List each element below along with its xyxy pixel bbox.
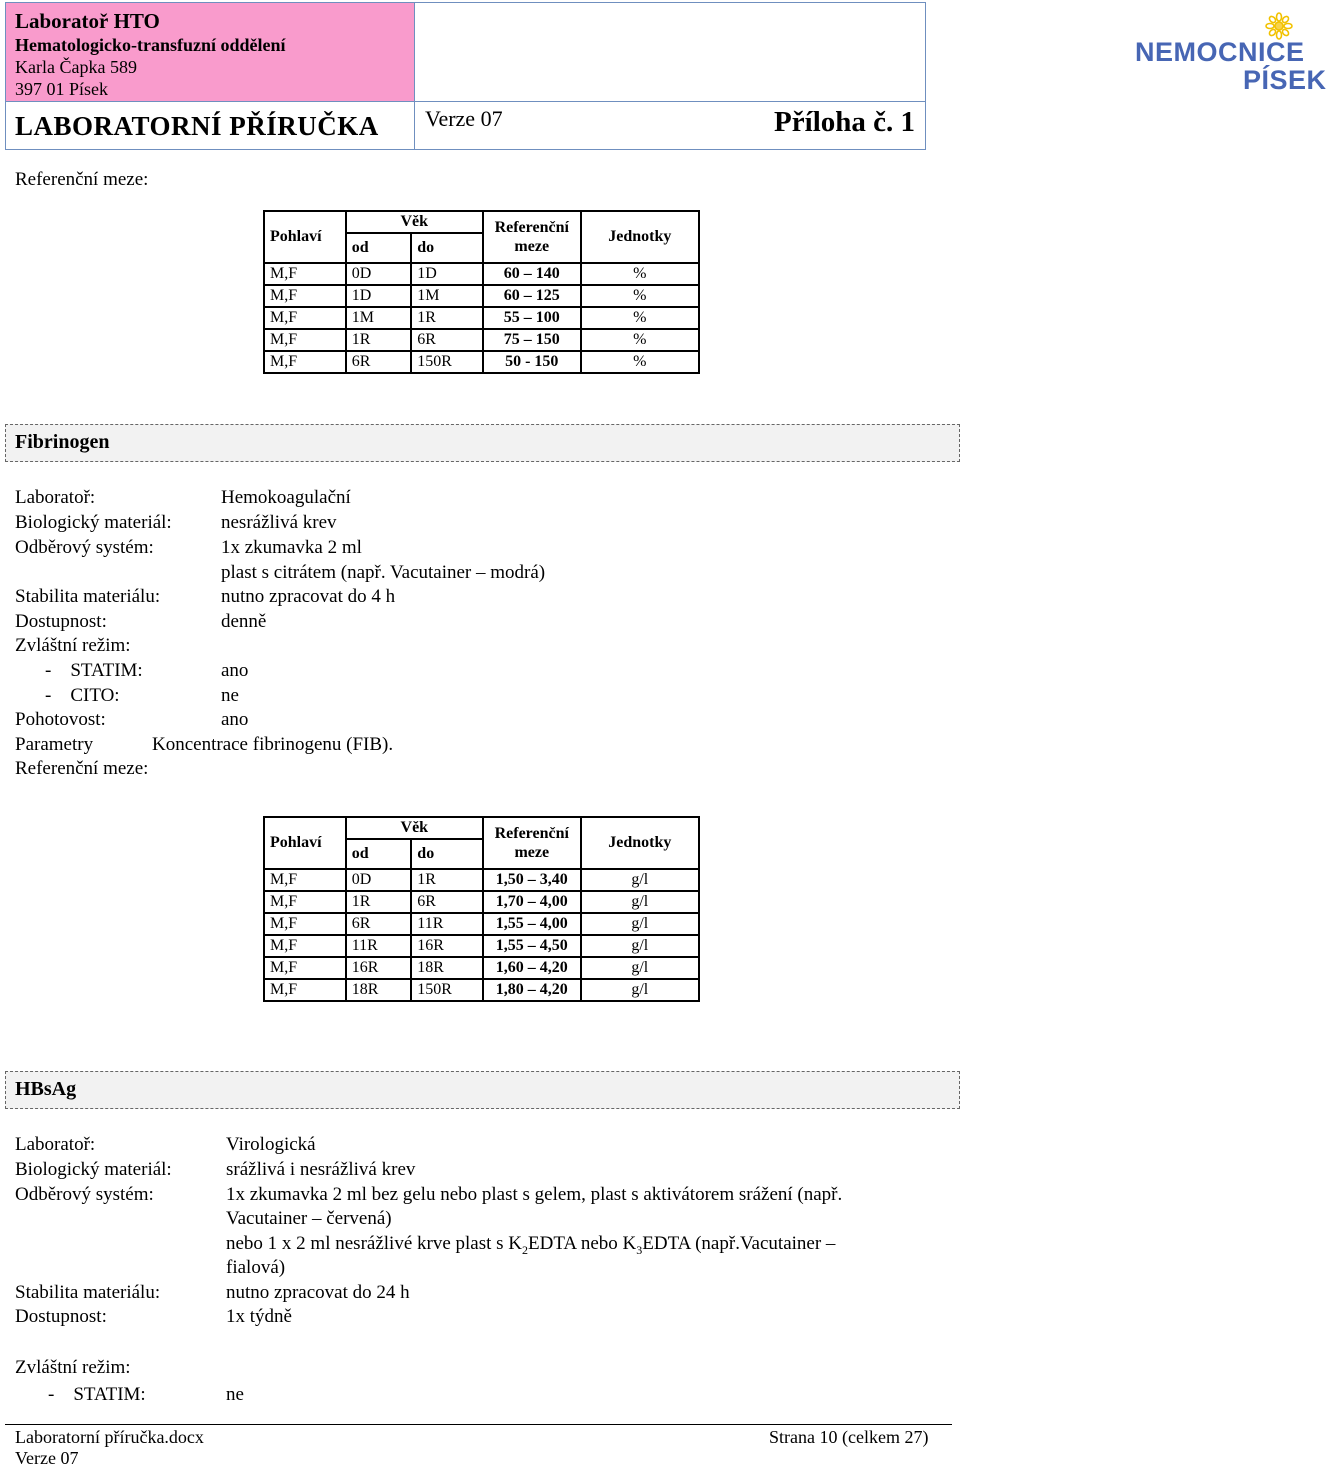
value-stability: nutno zpracovat do 4 h <box>221 586 396 607</box>
label-statim: - STATIM: <box>48 1384 146 1405</box>
label-collection-system: Odběrový systém: <box>15 1184 154 1205</box>
cell-sex: M,F <box>264 979 346 1001</box>
cell-ref-range: 1,60 – 4,20 <box>483 957 581 979</box>
ref-header-line2: meze <box>514 238 550 255</box>
reference-table-1 <box>263 210 700 374</box>
value-statim: ne <box>226 1384 244 1405</box>
value-collection-system-3 <box>226 1233 835 1258</box>
cell-ref-range: 1,55 – 4,00 <box>483 913 581 935</box>
value-statim: ano <box>221 660 249 681</box>
table-row <box>264 979 699 1001</box>
cell-ref-range: 1,55 – 4,50 <box>483 935 581 957</box>
label-special-mode: Zvláštní režim: <box>15 1357 131 1378</box>
label-stability: Stabilita materiálu: <box>15 586 161 607</box>
col-header-to: do <box>411 233 483 263</box>
cell-sex: M,F <box>264 307 346 329</box>
col-header-sex: Pohlaví <box>264 817 346 869</box>
cell-unit: g/l <box>581 913 699 935</box>
col-header-from: od <box>346 839 412 869</box>
cell-sex: M,F <box>264 285 346 307</box>
table-row <box>264 329 699 351</box>
system-text-c: EDTA (např.Vacutainer – <box>642 1233 836 1254</box>
cell-age-from: 1R <box>346 891 412 913</box>
table-row <box>264 307 699 329</box>
value-standby: ano <box>221 709 249 730</box>
col-header-age: Věk <box>346 211 483 233</box>
value-material: srážlivá i nesrážlivá krev <box>226 1159 416 1180</box>
cell-age-to: 6R <box>411 891 483 913</box>
cell-age-from: 1D <box>346 285 412 307</box>
cell-age-to: 1M <box>411 285 483 307</box>
document-header <box>5 2 1327 150</box>
hospital-logo <box>1135 13 1325 93</box>
cell-ref-range: 50 - 150 <box>483 351 581 373</box>
system-sub-k2: 2 <box>522 1242 529 1257</box>
cell-ref-range: 1,80 – 4,20 <box>483 979 581 1001</box>
value-parameters: Koncentrace fibrinogenu (FIB). <box>152 734 394 755</box>
value-collection-system-4: fialová) <box>226 1257 286 1278</box>
logo-text-nemocnice: NEMOCNICE <box>1135 37 1305 67</box>
cell-age-to: 1R <box>411 869 483 891</box>
cell-unit: % <box>581 329 699 351</box>
system-sub-k3: 3 <box>636 1242 643 1257</box>
col-header-units: Jednotky <box>581 211 699 263</box>
reference-table-2 <box>263 816 700 1002</box>
cell-age-from: 18R <box>346 979 412 1001</box>
cell-ref-range: 1,50 – 3,40 <box>483 869 581 891</box>
cell-unit: g/l <box>581 979 699 1001</box>
value-collection-system-1: 1x zkumavka 2 ml bez gelu nebo plast s gelem, plast s aktivátorem srážení (např. <box>226 1184 843 1205</box>
cell-age-to: 6R <box>411 329 483 351</box>
label-availability: Dostupnost: <box>15 1306 107 1327</box>
cell-age-from: 16R <box>346 957 412 979</box>
section-title: Fibrinogen <box>15 431 110 453</box>
section-hbsag <box>5 1071 960 1109</box>
col-header-to: do <box>411 839 483 869</box>
ref-header-line1: Referenční <box>494 219 569 236</box>
label-material: Biologický materiál: <box>15 512 172 533</box>
lab-name: Laboratoř HTO <box>15 9 160 33</box>
table-row <box>264 263 699 285</box>
label-material: Biologický materiál: <box>15 1159 172 1180</box>
cell-unit: % <box>581 307 699 329</box>
system-text-b: EDTA nebo K <box>528 1233 637 1254</box>
header-logo-block <box>415 3 1327 102</box>
cell-age-from: 1R <box>346 329 412 351</box>
ref-header-line2: meze <box>514 844 550 861</box>
table-row <box>264 351 699 373</box>
label-parameters: Parametry <box>15 734 94 755</box>
label-availability: Dostupnost: <box>15 611 107 632</box>
footer-version: Verze 07 <box>15 1448 79 1468</box>
label-stability: Stabilita materiálu: <box>15 1282 161 1303</box>
cell-unit: % <box>581 263 699 285</box>
cell-ref-range: 55 – 100 <box>483 307 581 329</box>
cell-sex: M,F <box>264 913 346 935</box>
cell-sex: M,F <box>264 957 346 979</box>
col-header-ref <box>483 211 581 263</box>
label-statim: - STATIM: <box>45 660 143 681</box>
value-availability: 1x týdně <box>226 1306 292 1327</box>
logo-text-pisek: PÍSEK <box>1243 65 1327 95</box>
cell-unit: % <box>581 351 699 373</box>
cell-age-from: 0D <box>346 263 412 285</box>
cell-unit: g/l <box>581 957 699 979</box>
header-version: Verze 07 <box>425 106 503 131</box>
value-laboratory: Virologická <box>226 1134 316 1155</box>
label-standby: Pohotovost: <box>15 709 106 730</box>
value-collection-system-2: Vacutainer – červená) <box>226 1208 392 1229</box>
value-stability: nutno zpracovat do 24 h <box>226 1282 410 1303</box>
col-header-age: Věk <box>346 817 483 839</box>
label-laboratory: Laboratoř: <box>15 1134 96 1155</box>
value-collection-system-2: plast s citrátem (např. Vacutainer – modrá) <box>221 562 546 583</box>
value-material: nesrážlivá krev <box>221 512 337 533</box>
cell-age-to: 1D <box>411 263 483 285</box>
col-header-units: Jednotky <box>581 817 699 869</box>
col-header-from: od <box>346 233 412 263</box>
table-row <box>264 935 699 957</box>
table-row <box>264 913 699 935</box>
table-row <box>264 285 699 307</box>
cell-sex: M,F <box>264 935 346 957</box>
system-text-a: nebo 1 x 2 ml nesrážlivé krve plast s K <box>226 1233 523 1254</box>
cell-age-from: 6R <box>346 913 412 935</box>
ref-limits-label: Referenční meze: <box>15 169 149 190</box>
department-name: Hematologicko-transfuzní oddělení <box>15 35 286 55</box>
cell-age-to: 18R <box>411 957 483 979</box>
value-collection-system-1: 1x zkumavka 2 ml <box>221 537 362 558</box>
value-laboratory: Hemokoagulační <box>221 487 351 508</box>
cell-age-from: 1M <box>346 307 412 329</box>
address-street: Karla Čapka 589 <box>15 57 137 77</box>
ref-header-line1: Referenční <box>494 825 569 842</box>
cell-age-to: 1R <box>411 307 483 329</box>
cell-unit: g/l <box>581 935 699 957</box>
footer-filename: Laboratorní příručka.docx <box>15 1427 204 1447</box>
cell-age-to: 11R <box>411 913 483 935</box>
cell-unit: g/l <box>581 869 699 891</box>
cell-age-to: 16R <box>411 935 483 957</box>
table-row <box>264 957 699 979</box>
cell-ref-range: 75 – 150 <box>483 329 581 351</box>
col-header-sex: Pohlaví <box>264 211 346 263</box>
cell-sex: M,F <box>264 869 346 891</box>
label-collection-system: Odběrový systém: <box>15 537 154 558</box>
cell-age-to: 150R <box>411 979 483 1001</box>
cell-age-from: 11R <box>346 935 412 957</box>
cell-age-from: 0D <box>346 869 412 891</box>
label-ref-limits: Referenční meze: <box>15 758 149 779</box>
table-row <box>264 891 699 913</box>
flower-icon <box>1259 13 1299 39</box>
cell-unit: g/l <box>581 891 699 913</box>
cell-age-to: 150R <box>411 351 483 373</box>
document-title: LABORATORNÍ PŘÍRUČKA <box>15 111 379 141</box>
header-divider <box>414 102 415 149</box>
footer-page-number: Strana 10 (celkem 27) <box>769 1427 929 1447</box>
cell-unit: % <box>581 285 699 307</box>
cell-sex: M,F <box>264 351 346 373</box>
table-row <box>264 869 699 891</box>
cell-sex: M,F <box>264 891 346 913</box>
appendix-label: Příloha č. 1 <box>774 106 915 138</box>
cell-sex: M,F <box>264 263 346 285</box>
label-laboratory: Laboratoř: <box>15 487 96 508</box>
label-cito: - CITO: <box>45 685 120 706</box>
section-fibrinogen <box>5 424 960 462</box>
value-cito: ne <box>221 685 239 706</box>
cell-age-from: 6R <box>346 351 412 373</box>
col-header-ref <box>483 817 581 869</box>
section-title: HBsAg <box>15 1078 77 1100</box>
footer-rule <box>5 1424 952 1425</box>
label-special-mode: Zvláštní režim: <box>15 635 131 656</box>
cell-ref-range: 60 – 125 <box>483 285 581 307</box>
address-city: 397 01 Písek <box>15 79 109 99</box>
cell-ref-range: 1,70 – 4,00 <box>483 891 581 913</box>
value-availability: denně <box>221 611 267 632</box>
cell-ref-range: 60 – 140 <box>483 263 581 285</box>
cell-sex: M,F <box>264 329 346 351</box>
